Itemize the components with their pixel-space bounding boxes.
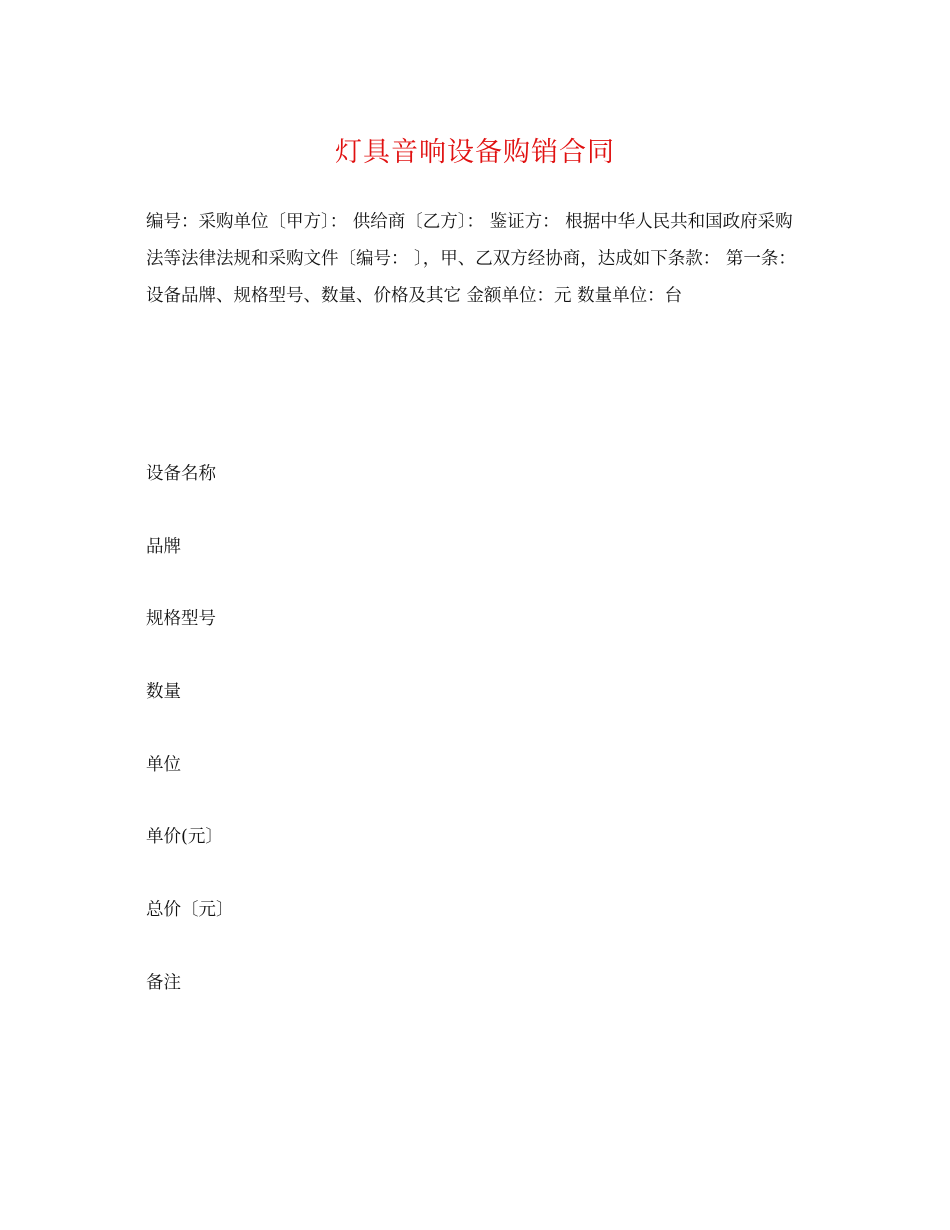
field-model-spec: 规格型号 [146, 609, 216, 630]
field-total-price: 总价〔元〕 [146, 900, 234, 921]
field-unit-price: 单价(元〕 [146, 827, 223, 848]
field-remarks: 备注 [146, 972, 181, 993]
field-quantity: 数量 [146, 682, 181, 703]
field-unit: 单位 [146, 754, 181, 775]
equipment-field-list [146, 460, 234, 1042]
field-brand: 品牌 [146, 536, 181, 557]
contract-intro-paragraph: 编号：采购单位〔甲方〕： 供给商〔乙方〕： 鉴证方： 根据中华人民共和国政府采购法等法律法规和采购文件〔编号： 〕，甲、乙双方经协商，达成如下条款： 第一条：设备品牌、规格型号、数量、价格及其它 金额单位：元 数量单位：台 [146, 212, 796, 306]
field-equipment-name: 设备名称 [146, 464, 216, 484]
document-title: 灯具音响设备购销合同 [335, 137, 615, 168]
